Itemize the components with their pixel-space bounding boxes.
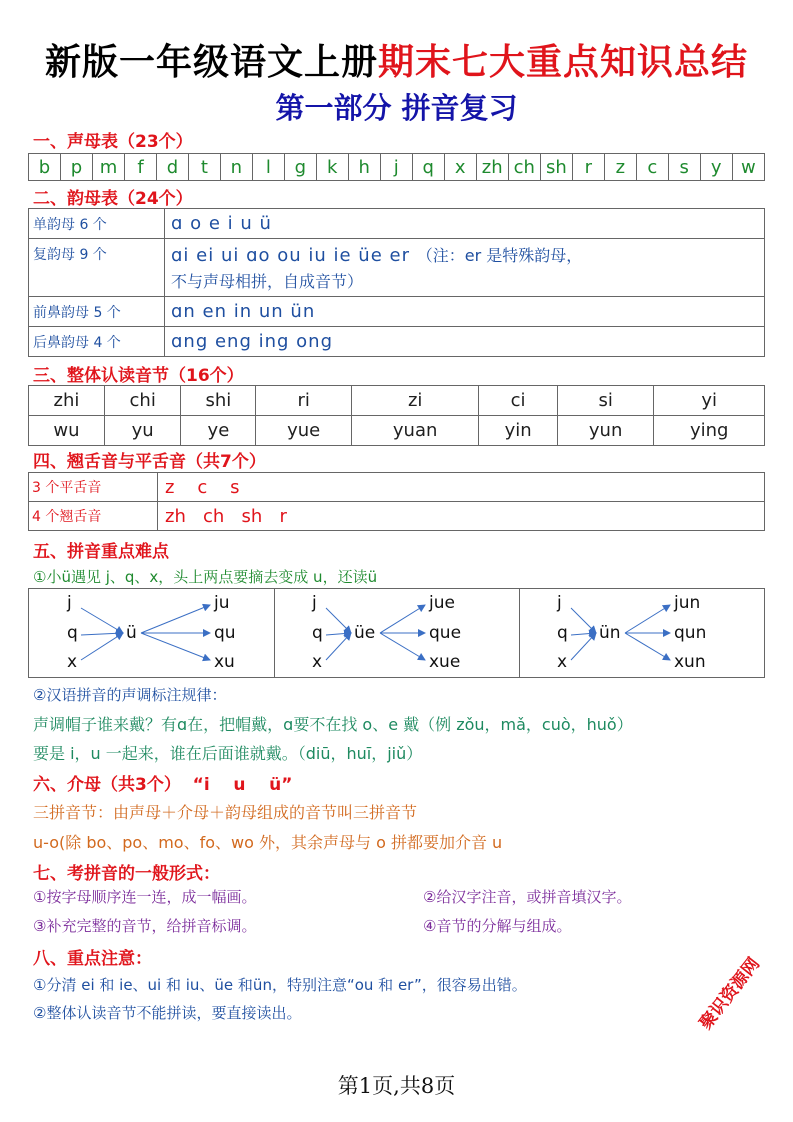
section-heading-tongue-sounds: 四、翘舌音与平舌音（共7个） <box>33 452 266 472</box>
arrow-line <box>625 605 670 633</box>
initials-row <box>29 154 765 181</box>
section-heading-key-points: 五、拼音重点难点 <box>33 542 169 562</box>
initial-cell: l <box>252 154 284 181</box>
section-heading-initials: 一、声母表（23个） <box>33 132 193 152</box>
arrow-line <box>625 633 670 660</box>
diagram-result: que <box>429 623 462 643</box>
syllable-cell: yuan <box>351 416 478 446</box>
finals-row <box>29 327 765 357</box>
finals-row <box>29 209 765 239</box>
title-part-1: 新版一年级语文上册 <box>44 42 378 83</box>
exam-form-item: ③补充完整的音节，给拼音标调。 <box>33 917 257 935</box>
arrow-line <box>81 608 123 633</box>
initial-cell: d <box>156 154 188 181</box>
rule-tone-heading: ②汉语拼音的声调标注规律： <box>33 686 227 704</box>
title-part-2: 期末七大重点知识总结 <box>378 42 749 83</box>
tongue-row <box>29 502 765 531</box>
jqx-diagram <box>28 588 765 678</box>
initial-cell: b <box>29 154 61 181</box>
jqx-diagram-cell <box>274 589 519 677</box>
section-heading-notes: 八、重点注意： <box>33 949 152 969</box>
arrow-line <box>81 633 123 660</box>
syllable-cell: ying <box>654 416 765 446</box>
syllable-cell: yi <box>654 386 765 416</box>
diagram-initial: q <box>67 623 78 643</box>
finals-note: （注：er 是特殊韵母， <box>416 246 583 265</box>
rule-tone-line-1: 声调帽子谁来戴？有ɑ在，把帽戴，ɑ要不在找 o、e 戴（例 zǒu，mǎ，cuò，huǒ） <box>33 715 633 734</box>
initial-cell: g <box>284 154 316 181</box>
initial-cell: p <box>60 154 92 181</box>
finals-label: 单韵母 6 个 <box>29 209 165 239</box>
section-heading-whole-syllables: 三、整体认读音节（16个） <box>33 366 244 386</box>
diagram-initial: q <box>557 623 568 643</box>
tongue-row <box>29 473 765 502</box>
tongue-label: 4 个翘舌音 <box>29 502 158 531</box>
whole-syllables-table <box>28 385 765 446</box>
tongue-sounds-table <box>28 472 765 531</box>
diagram-initial: x <box>312 652 323 672</box>
finals-value: ɑn en in un ün <box>165 297 765 327</box>
initial-cell: m <box>92 154 124 181</box>
arrow-lines <box>29 589 274 677</box>
syllable-cell: ye <box>181 416 256 446</box>
syllable-cell: ri <box>256 386 352 416</box>
finals-value: ɑ o e i u ü <box>165 209 765 239</box>
exam-form-item: ①按字母顺序连一连，成一幅画。 <box>33 888 257 906</box>
finals-value-compound <box>165 239 765 297</box>
whole-syllables-row <box>29 386 765 416</box>
initial-cell: k <box>316 154 348 181</box>
syllable-cell: yun <box>557 416 653 446</box>
arrow-lines <box>274 589 519 677</box>
diagram-result: jun <box>674 593 701 613</box>
initial-cell: s <box>668 154 700 181</box>
note-item: ②整体认读音节不能拼读，要直接读出。 <box>33 1004 302 1022</box>
subtitle: 第一部分 拼音复习 <box>275 91 518 125</box>
rule-tone-line-2: 要是 i，u 一起来，谁在后面谁就戴。（diū，huī，jiǔ） <box>33 744 423 763</box>
diagram-result: xun <box>674 652 706 672</box>
finals-note-2: 不与声母相拼，自成音节） <box>171 272 364 291</box>
diagram-initial: x <box>67 652 78 672</box>
arrow-line <box>141 633 210 660</box>
diagram-final: üe <box>354 623 376 643</box>
syllable-cell: yue <box>256 416 352 446</box>
diagram-final: ü <box>126 623 137 643</box>
whole-syllables-row <box>29 416 765 446</box>
syllable-cell: chi <box>104 386 180 416</box>
diagram-result: xu <box>214 652 235 672</box>
medials-line-1: 三拼音节：由声母＋介母＋韵母组成的音节叫三拼音节 <box>33 803 418 822</box>
tongue-value: zh ch sh r <box>158 502 765 531</box>
arrow-line <box>326 633 351 660</box>
arrow-line <box>141 605 210 633</box>
diagram-result: qu <box>214 623 236 643</box>
jqx-diagram-cell <box>519 589 764 677</box>
initial-cell: x <box>444 154 476 181</box>
arrow-line <box>571 633 596 660</box>
syllable-cell: zhi <box>29 386 105 416</box>
diagram-initial: q <box>312 623 323 643</box>
initial-cell: n <box>220 154 252 181</box>
syllable-cell: zi <box>351 386 478 416</box>
section-heading-finals: 二、韵母表（24个） <box>33 189 193 209</box>
arrow-line <box>326 608 351 633</box>
initial-cell: ch <box>508 154 540 181</box>
syllable-cell: wu <box>29 416 105 446</box>
initial-cell: q <box>412 154 444 181</box>
initial-cell: t <box>188 154 220 181</box>
initial-cell: h <box>348 154 380 181</box>
watermark-stamp: 聚识资源网 <box>695 954 765 1034</box>
diagram-final: ün <box>599 623 621 643</box>
initial-cell: zh <box>476 154 508 181</box>
section-heading-exam-forms: 七、考拼音的一般形式： <box>33 864 220 884</box>
tongue-label: 3 个平舌音 <box>29 473 158 502</box>
rule-u-umlaut: ①小ü遇见 j、q、x，头上两点要摘去变成 u，还读ü <box>33 568 378 586</box>
finals-row <box>29 239 765 297</box>
initial-cell: r <box>572 154 604 181</box>
syllable-cell: ci <box>479 386 558 416</box>
initial-cell: j <box>380 154 412 181</box>
diagram-result: xue <box>429 652 461 672</box>
diagram-result: qun <box>674 623 707 643</box>
finals-label: 复韵母 9 个 <box>29 239 165 297</box>
arrow-line <box>380 633 425 660</box>
page-title <box>0 34 793 85</box>
arrow-line <box>81 633 123 635</box>
tongue-value: z c s <box>158 473 765 502</box>
finals-row <box>29 297 765 327</box>
diagram-initial: j <box>67 593 72 613</box>
finals-table <box>28 208 765 357</box>
diagram-initial: x <box>557 652 568 672</box>
initial-cell: f <box>125 154 157 181</box>
arrow-line <box>380 605 425 633</box>
arrow-line <box>571 633 596 635</box>
arrow-lines <box>519 589 764 677</box>
jqx-diagram-cell <box>29 589 274 677</box>
compound-finals: ɑi ei ui ɑo ou iu ie üe er <box>171 245 410 266</box>
syllable-cell: shi <box>181 386 256 416</box>
exam-form-item: ②给汉字注音，或拼音填汉字。 <box>423 888 632 906</box>
diagram-initial: j <box>557 593 562 613</box>
section-heading-medials: 六、介母（共3个） “i u ü” <box>33 775 293 795</box>
initial-cell: y <box>700 154 732 181</box>
finals-label: 前鼻韵母 5 个 <box>29 297 165 327</box>
arrow-line <box>326 633 351 635</box>
syllable-cell: yin <box>479 416 558 446</box>
diagram-initial: j <box>312 593 317 613</box>
medials-line-2: u-o(除 bo、po、mo、fo、wo 外，其余声母与 o 拼都要加介音 u <box>33 833 503 852</box>
diagram-result: ju <box>214 593 230 613</box>
syllable-cell: si <box>557 386 653 416</box>
arrow-line <box>571 608 596 633</box>
page-footer: 第1页,共8页 <box>337 1074 456 1098</box>
exam-form-item: ④音节的分解与组成。 <box>423 917 572 935</box>
finals-label: 后鼻韵母 4 个 <box>29 327 165 357</box>
initials-table <box>28 153 765 181</box>
finals-value: ɑng eng ing ong <box>165 327 765 357</box>
note-item: ①分清 ei 和 ie、ui 和 iu、üe 和ün，特别注意“ou 和 er”，很容易出错。 <box>33 976 527 994</box>
diagram-result: jue <box>429 593 455 613</box>
initial-cell: w <box>732 154 764 181</box>
initial-cell: sh <box>540 154 572 181</box>
initial-cell: z <box>604 154 636 181</box>
initial-cell: c <box>636 154 668 181</box>
syllable-cell: yu <box>104 416 180 446</box>
